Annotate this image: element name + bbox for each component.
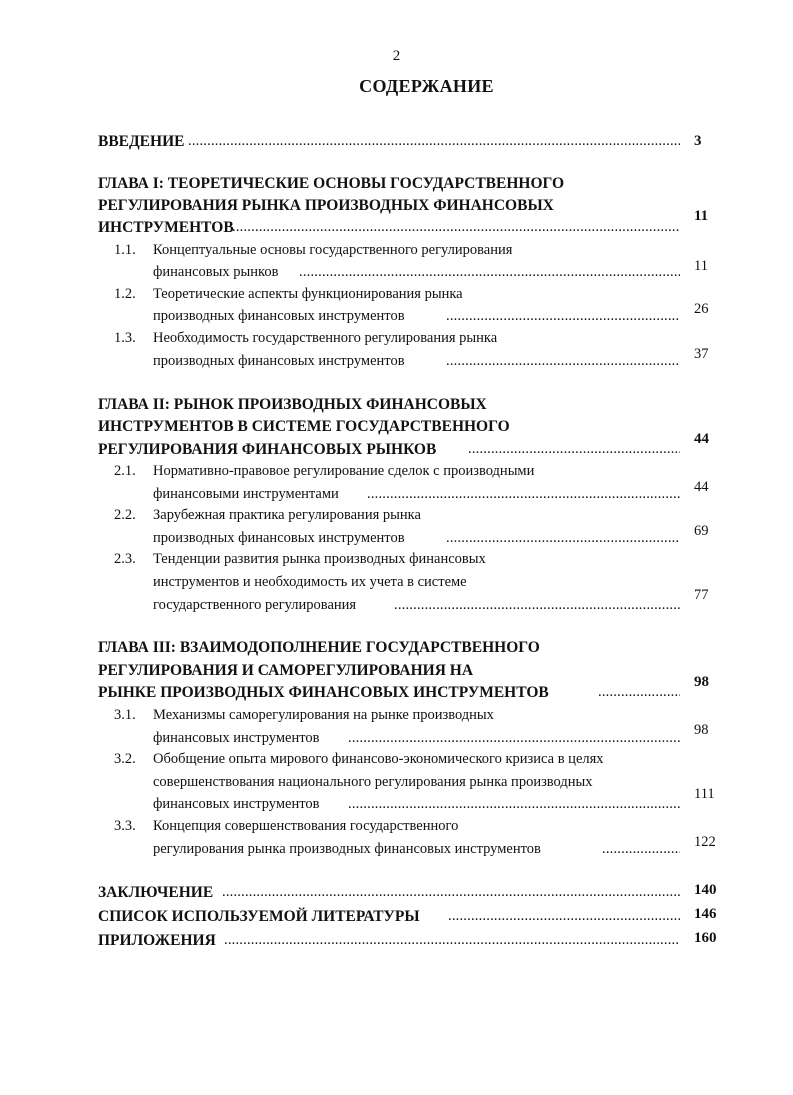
toc-section-number: 2.1. <box>114 463 136 479</box>
toc-section-number: 1.1. <box>114 242 136 258</box>
toc-section-2-3-line: Тенденции развития рынка производных финансовых <box>153 551 486 567</box>
toc-chapter-1-line: ГЛАВА I: ТЕОРЕТИЧЕСКИЕ ОСНОВЫ ГОСУДАРСТВЕННОГО <box>98 175 565 192</box>
toc-section-1-2-line: производных финансовых инструментов <box>153 308 405 324</box>
leader-dots <box>348 796 680 813</box>
toc-section-3-1-line: финансовых инструментов <box>153 730 320 746</box>
toc-references-page: 146 <box>694 906 717 922</box>
toc-section-3-2-page: 111 <box>694 786 715 802</box>
toc-section-1-3-line: Необходимость государственного регулирования рынка <box>153 330 498 346</box>
toc-section-2-2-page: 69 <box>694 523 709 539</box>
toc-appendix-label: ПРИЛОЖЕНИЯ <box>98 932 216 949</box>
toc-section-1-3-line: производных финансовых инструментов <box>153 353 405 369</box>
toc-section-1-1-line: финансовых рынков <box>153 264 279 280</box>
toc-chapter-2-line: ГЛАВА II: РЫНОК ПРОИЗВОДНЫХ ФИНАНСОВЫХ <box>98 396 487 413</box>
toc-chapter-1-page: 11 <box>694 208 709 224</box>
toc-section-number: 1.2. <box>114 286 136 302</box>
toc-section-2-2-line: производных финансовых инструментов <box>153 530 405 546</box>
leader-dots <box>448 908 680 925</box>
toc-section-2-1-line: Нормативно-правовое регулирование сделок с производными <box>153 463 535 479</box>
toc-section-1-2-line: Теоретические аспекты функционирования рынка <box>153 286 463 302</box>
leader-dots <box>188 133 680 150</box>
toc-section-1-1-page: 11 <box>694 258 708 274</box>
toc-section-number: 3.3. <box>114 818 136 834</box>
leader-dots <box>232 219 680 236</box>
toc-chapter-3-page: 98 <box>694 674 709 690</box>
leader-dots <box>602 841 680 858</box>
leader-dots <box>598 684 680 701</box>
leader-dots <box>394 597 680 614</box>
toc-section-3-3-line: Концепция совершенствования государственного <box>153 818 459 834</box>
toc-conclusion-label: ЗАКЛЮЧЕНИЕ <box>98 884 214 901</box>
toc-section-number: 3.1. <box>114 707 136 723</box>
toc-chapter-3-line: РЕГУЛИРОВАНИЯ И САМОРЕГУЛИРОВАНИЯ НА <box>98 662 474 679</box>
leader-dots <box>348 730 680 747</box>
toc-section-2-2-line: Зарубежная практика регулирования рынка <box>153 507 421 523</box>
toc-intro-page: 3 <box>694 133 702 149</box>
toc-appendix-page: 160 <box>694 930 717 946</box>
page-title: СОДЕРЖАНИЕ <box>359 76 494 96</box>
toc-section-3-2-line: совершенствования национального регулирования рынка производных <box>153 774 593 790</box>
toc-section-1-2-page: 26 <box>694 301 709 317</box>
toc-chapter-3-line: РЫНКЕ ПРОИЗВОДНЫХ ФИНАНСОВЫХ ИНСТРУМЕНТОВ <box>98 684 549 701</box>
leader-dots <box>446 530 680 547</box>
toc-section-2-3-line: инструментов и необходимость их учета в системе <box>153 574 467 590</box>
leader-dots <box>367 486 680 503</box>
toc-section-2-3-page: 77 <box>694 587 709 603</box>
toc-section-3-2-line: финансовых инструментов <box>153 796 320 812</box>
toc-section-1-1-line: Концептуальные основы государственного регулирования <box>153 242 513 258</box>
leader-dots <box>446 353 680 370</box>
toc-chapter-2-page: 44 <box>694 431 709 447</box>
toc-chapter-3-line: ГЛАВА III: ВЗАИМОДОПОЛНЕНИЕ ГОСУДАРСТВЕННОГО <box>98 639 540 656</box>
toc-section-3-3-line: регулирования рынка производных финансовых инструментов <box>153 841 541 857</box>
toc-section-3-1-page: 98 <box>694 722 709 738</box>
toc-section-number: 2.2. <box>114 507 136 523</box>
toc-section-number: 3.2. <box>114 751 136 767</box>
toc-section-3-1-line: Механизмы саморегулирования на рынке производных <box>153 707 494 723</box>
toc-section-2-3-line: государственного регулирования <box>153 597 357 613</box>
toc-section-3-3-page: 122 <box>694 834 716 850</box>
toc-chapter-2-line: РЕГУЛИРОВАНИЯ ФИНАНСОВЫХ РЫНКОВ <box>98 441 437 458</box>
toc-section-1-3-page: 37 <box>694 346 709 362</box>
page-number: 2 <box>392 48 401 64</box>
leader-dots <box>446 308 680 325</box>
toc-section-number: 1.3. <box>114 330 136 346</box>
toc-chapter-1-line: РЕГУЛИРОВАНИЯ РЫНКА ПРОИЗВОДНЫХ ФИНАНСОВЫХ <box>98 197 554 214</box>
leader-dots <box>222 884 680 901</box>
toc-section-2-1-line: финансовыми инструментами <box>153 486 339 502</box>
toc-conclusion-page: 140 <box>694 882 717 898</box>
toc-chapter-1-line: ИНСТРУМЕНТОВ <box>98 219 234 236</box>
toc-intro-label: ВВЕДЕНИЕ <box>98 133 185 150</box>
toc-chapter-2-line: ИНСТРУМЕНТОВ В СИСТЕМЕ ГОСУДАРСТВЕННОГО <box>98 418 510 435</box>
toc-section-2-1-page: 44 <box>694 479 709 495</box>
leader-dots <box>468 441 680 458</box>
toc-section-3-2-line: Обобщение опыта мирового финансово-экономического кризиса в целях <box>153 751 604 767</box>
leader-dots <box>224 932 680 949</box>
toc-references-label: СПИСОК ИСПОЛЬЗУЕМОЙ ЛИТЕРАТУРЫ <box>98 908 420 925</box>
leader-dots <box>299 264 680 281</box>
toc-section-number: 2.3. <box>114 551 136 567</box>
